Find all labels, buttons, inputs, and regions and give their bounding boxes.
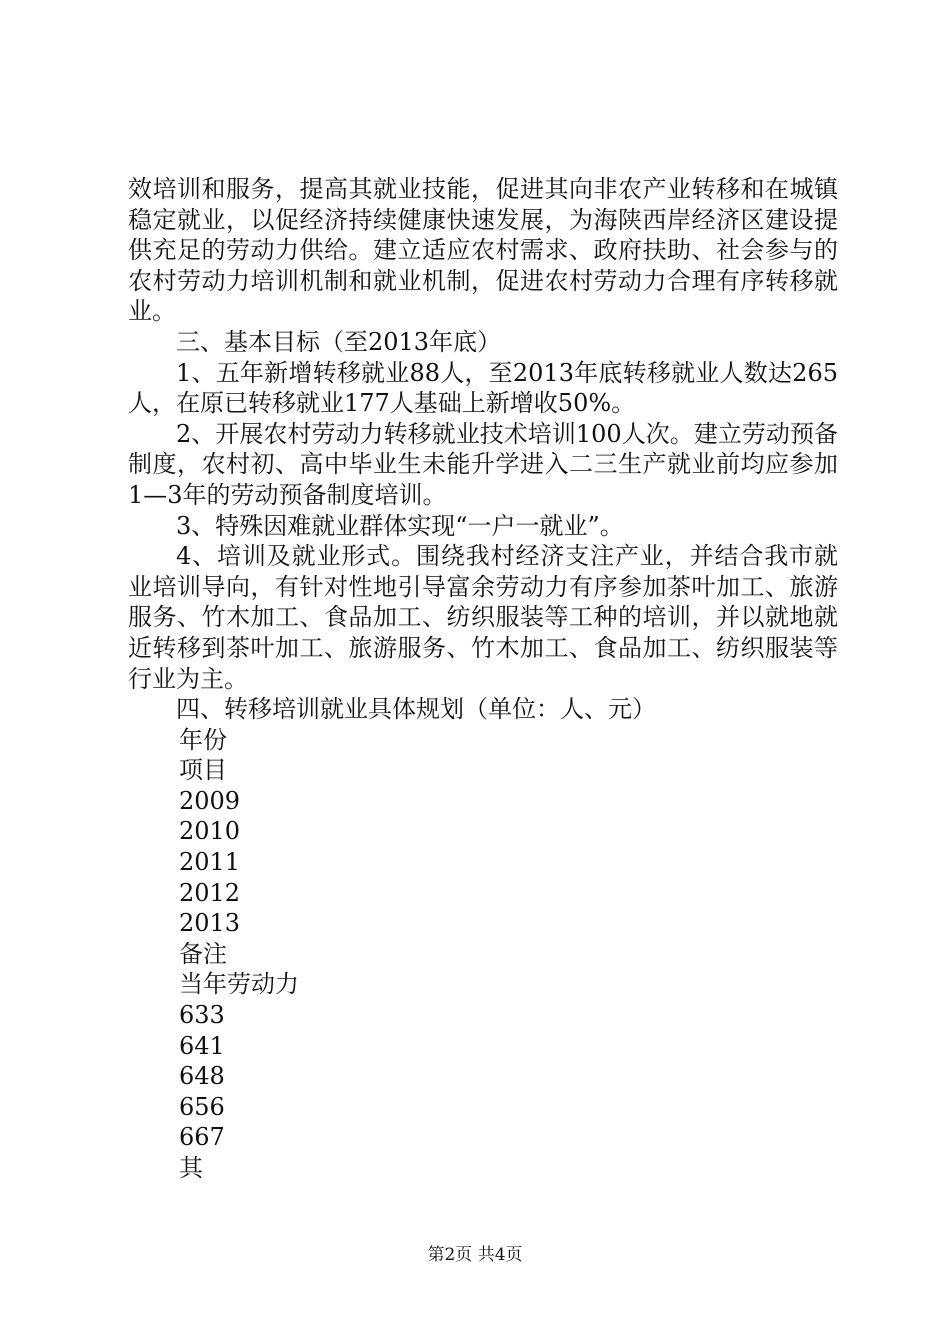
table-cell: 667 xyxy=(179,1123,225,1152)
paragraph-goal-3: 3、特殊因难就业群体实现“一户一就业”。 xyxy=(176,511,624,540)
paragraph-goal-1: 1、五年新增转移就业88人，至2013年底转移就业人数达265人，在原已转移就业177人基础上新增收50%。 xyxy=(128,358,838,418)
page-footer xyxy=(0,1244,950,1266)
page-number-label: 第2页 共4页 xyxy=(427,1245,523,1265)
table-cell: 2010 xyxy=(179,817,241,846)
table-cell: 2009 xyxy=(179,786,241,815)
paragraph-goal-4: 4、培训及就业形式。围绕我村经济支注产业，并结合我市就业培训导向，有针对性地引导富余劳动力有序参加茶叶加工、旅游服务、竹木加工、食品加工、纺织服装等工种的培训，并以就地就近转移到茶叶加工、旅游服务、竹木加工、食品加工、纺织服装等行业为主。 xyxy=(128,542,838,693)
table-cell: 656 xyxy=(179,1092,225,1121)
plan-table-cells xyxy=(128,725,838,1184)
table-cell: 2013 xyxy=(179,909,241,938)
table-cell: 其 xyxy=(179,1154,203,1182)
table-cell: 2011 xyxy=(179,848,241,877)
paragraph-continued-training-goals: 效培训和服务，提高其就业技能，促进其向非农产业转移和在城镇稳定就业，以促经济持续健康快速发展，为海陕西岸经济区建设提供充足的劳动力供给。建立适应农村需求、政府扶助、社会参与的农村劳动力培训机制和就业机制，促进农村劳动力合理有序转移就业。 xyxy=(128,175,838,326)
section-heading-basic-goals: 三、基本目标（至2013年底） xyxy=(176,327,502,356)
table-cell: 2012 xyxy=(179,878,241,907)
table-cell: 当年劳动力 xyxy=(179,970,299,999)
paragraph-goal-2: 2、开展农村劳动力转移就业技术培训100人次。建立劳动预备制度，农村初、高中毕业生未能升学进入二三生产就业前均应参加1—3年的劳动预备制度培训。 xyxy=(128,419,838,509)
table-cell: 年份 xyxy=(179,725,227,754)
table-cell: 633 xyxy=(179,1001,225,1030)
table-cell: 备注 xyxy=(179,939,227,968)
section-heading-transfer-plan: 四、转移培训就业具体规划（单位：人、元） xyxy=(176,695,656,724)
table-cell: 641 xyxy=(179,1031,225,1060)
table-cell: 648 xyxy=(179,1062,225,1091)
document-body xyxy=(128,174,838,1184)
table-cell: 项目 xyxy=(179,756,227,785)
